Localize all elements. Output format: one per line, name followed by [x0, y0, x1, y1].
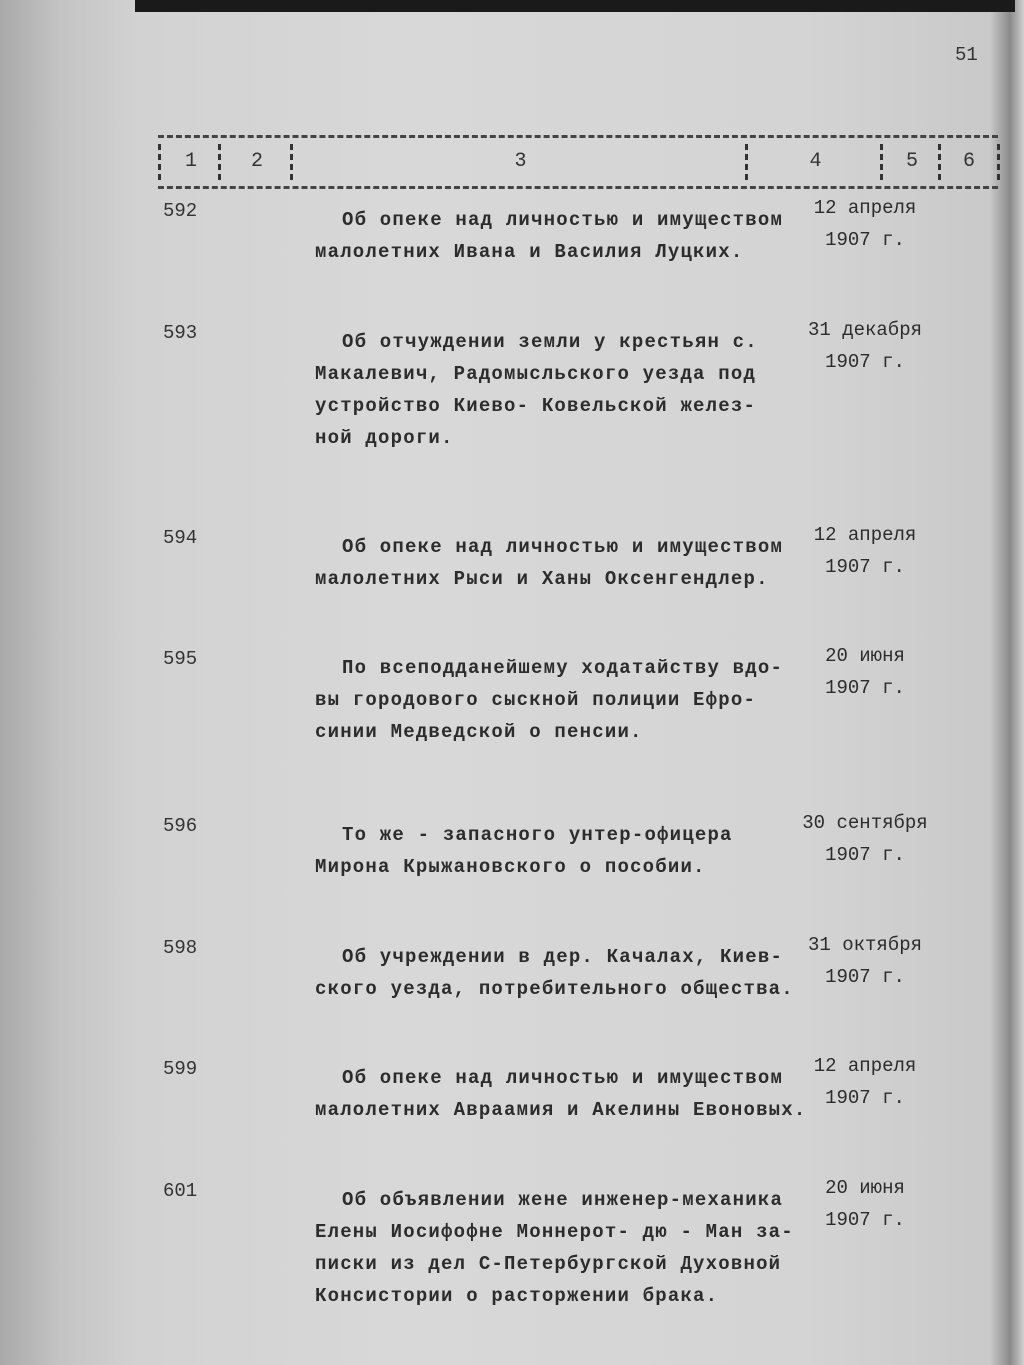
date-line: 1907 г.: [825, 556, 905, 578]
date-line: 1907 г.: [825, 966, 905, 988]
description-line: писки из дел С-Петербургской Духовной: [315, 1253, 782, 1275]
description-line: ского уезда, потребительного общества.: [315, 978, 794, 1000]
entry-date: [790, 1172, 940, 1236]
date-line: 20 июня: [825, 1177, 905, 1199]
entry-date: [790, 807, 940, 871]
entry-number: 598: [163, 937, 198, 959]
entry-number: 601: [163, 1180, 198, 1202]
description-line: Об отчуждении земли у крестьян с.: [342, 331, 758, 353]
entry-date: [790, 929, 940, 993]
header-col-4: 4: [745, 144, 883, 180]
entry-date: [790, 192, 940, 256]
date-line: 12 апреля: [813, 524, 917, 546]
date-line: 30 сентября: [802, 812, 928, 834]
date-line: 1907 г.: [825, 351, 905, 373]
date-line: 1907 г.: [825, 229, 905, 251]
date-line: 12 апреля: [813, 1055, 917, 1077]
entry-number: 599: [163, 1058, 198, 1080]
entry-number: 596: [163, 815, 198, 837]
date-line: 1907 г.: [825, 1209, 905, 1231]
description-line: Макалевич, Радомысльского уезда под: [315, 363, 757, 385]
entry-description: [315, 204, 785, 268]
entry-description: [315, 652, 785, 748]
entry-number: 594: [163, 527, 198, 549]
description-line: По всеподданейшему ходатайству вдо-: [342, 657, 784, 679]
date-line: 1907 г.: [825, 1087, 905, 1109]
entry-description: [315, 819, 785, 883]
header-col-5: 5: [880, 144, 941, 180]
entry-date: [790, 314, 940, 378]
description-line: Мирона Крыжановского о пособии.: [315, 856, 706, 878]
description-line: малолетних Рыси и Ханы Оксенгендлер.: [315, 568, 769, 590]
description-line: Консистории о расторжении брака.: [315, 1285, 719, 1307]
entry-date: [790, 640, 940, 704]
description-line: Об опеке над личностью и имуществом: [342, 536, 784, 558]
description-line: синии Медведской о пенсии.: [315, 721, 643, 743]
entry-number: 593: [163, 322, 198, 344]
description-line: вы городового сыскной полиции Ефро-: [315, 689, 757, 711]
description-line: малолетних Авраамия и Акелины Евоновых.: [315, 1099, 807, 1121]
entry-description: [315, 531, 785, 595]
description-line: Об опеке над личностью и имуществом: [342, 1067, 784, 1089]
table-header: [158, 135, 998, 189]
date-line: 1907 г.: [825, 677, 905, 699]
entry-number: 592: [163, 200, 198, 222]
page-number: 51: [955, 44, 978, 66]
entry-description: [315, 941, 794, 1005]
entry-number: 595: [163, 648, 198, 670]
entry-date: [790, 1050, 940, 1114]
description-line: Об объявлении жене инженер-механика: [342, 1189, 784, 1211]
entry-description: [315, 1062, 807, 1126]
date-line: 1907 г.: [825, 844, 905, 866]
date-line: 31 октября: [807, 934, 923, 956]
description-line: То же - запасного унтер-офицера: [342, 824, 733, 846]
entry-description: [315, 326, 785, 454]
entry-date: [790, 519, 940, 583]
description-line: Об учреждении в дер. Качалах, Киев-: [342, 946, 784, 968]
header-col-6: 6: [938, 144, 1000, 180]
description-line: Елены Иосифофне Моннерот- дю - Ман за-: [315, 1221, 794, 1243]
header-col-3: 3: [290, 144, 748, 180]
date-line: 20 июня: [825, 645, 905, 667]
header-col-1: 1: [158, 144, 221, 180]
entry-description: [315, 1184, 794, 1312]
description-line: Об опеке над личностью и имуществом: [342, 209, 784, 231]
page-top-edge: [135, 0, 1015, 12]
date-line: 12 апреля: [813, 197, 917, 219]
header-col-2: 2: [218, 144, 293, 180]
description-line: устройство Киево- Ковельской желез-: [315, 395, 757, 417]
date-line: 31 декабря: [807, 319, 923, 341]
description-line: ной дороги.: [315, 427, 454, 449]
description-line: малолетних Ивана и Василия Луцких.: [315, 241, 744, 263]
